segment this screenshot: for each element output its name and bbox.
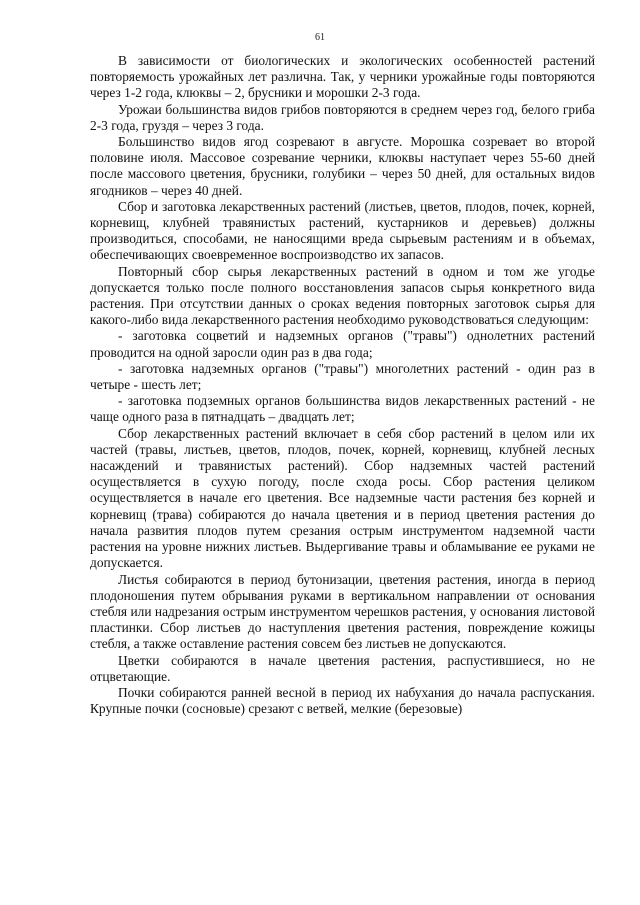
page-number: 61 — [315, 32, 325, 43]
paragraph: Цветки собираются в начале цветения растения, распустившиеся, но не отцветающие. — [90, 652, 595, 684]
paragraph: Урожаи большинства видов грибов повторяются в среднем через год, белого гриба 2-3 года, груздя – через 3 года. — [90, 101, 595, 133]
paragraph: Сбор и заготовка лекарственных растений (листьев, цветов, плодов, почек, корней, корневищ, клубней травянистых растений, кустарников и деревьев) должны производиться, способами, не наносящими вреда сырьевым растениям и в объемах, обеспечивающих своевременное воспроизводство их запасов. — [90, 198, 595, 263]
paragraph: Листья собираются в период бутонизации, цветения растения, иногда в период плодоношения путем обрывания руками в вертикальном направлении от основания стебля или надрезания острым инструментом черешков растения, у основания листовой пластинки. Сбор листьев до наступления цветения растения, повреждение кожицы стебля, а также оставление растения совсем без листьев не допускаются. — [90, 571, 595, 652]
body-text — [90, 53, 595, 717]
list-item: - заготовка надземных органов ("травы") многолетних растений - один раз в четыре - шесть лет; — [90, 360, 595, 393]
list-item: - заготовка подземных органов большинства видов лекарственных растений - не чаще одного раза в пятнадцать – двадцать лет; — [90, 393, 595, 425]
paragraph: Повторный сбор сырья лекарственных растений в одном и том же угодье допускается только после полного восстановления запасов сырья конкретного вида растения. При отсутствии данных о сроках ведения повторных заготовок сырья для какого-либо вида лекарственного растения необходимо руководствоваться следующим: — [90, 263, 595, 328]
paragraph: Большинство видов ягод созревают в августе. Морошка созревает во второй половине июля. Массовое созревание черники, клюквы наступает через 55-60 дней после массового цветения, брусники, голубики – через 50 дней, для остальных видов ягодников – через 40 дней. — [90, 134, 595, 198]
paragraph: Сбор лекарственных растений включает в себя сбор растений в целом или их частей (травы, листьев, цветов, плодов, почек, корней, корневищ, клубней лесных насаждений и травянистых растений). Сбор надземных частей растений осуществляется в сухую погоду, после схода росы. Сбор растения целиком осуществляется в начале его цветения. Все надземные части растения без корней и корневищ (трава) собираются до начала цветения и в период цветения растения до начала развития плодов путем срезания острым инструментом надземной части растения на уровне нижних листьев. Выдергивание травы и обламывание ее руками не допускается. — [90, 425, 595, 571]
paragraph: В зависимости от биологических и экологических особенностей растений повторяемость урожайных лет различна. Так, у черники урожайные годы повторяются через 1-2 года, клюквы – 2, брусники и морошки 2-3 года. — [90, 53, 595, 101]
paragraph: Почки собираются ранней весной в период их набухания до начала распускания. Крупные почки (сосновые) срезают с ветвей, мелкие (березовые) — [90, 684, 595, 717]
list-item: - заготовка соцветий и надземных органов ("травы") однолетних растений проводится на одной заросли один раз в два года; — [90, 328, 595, 360]
